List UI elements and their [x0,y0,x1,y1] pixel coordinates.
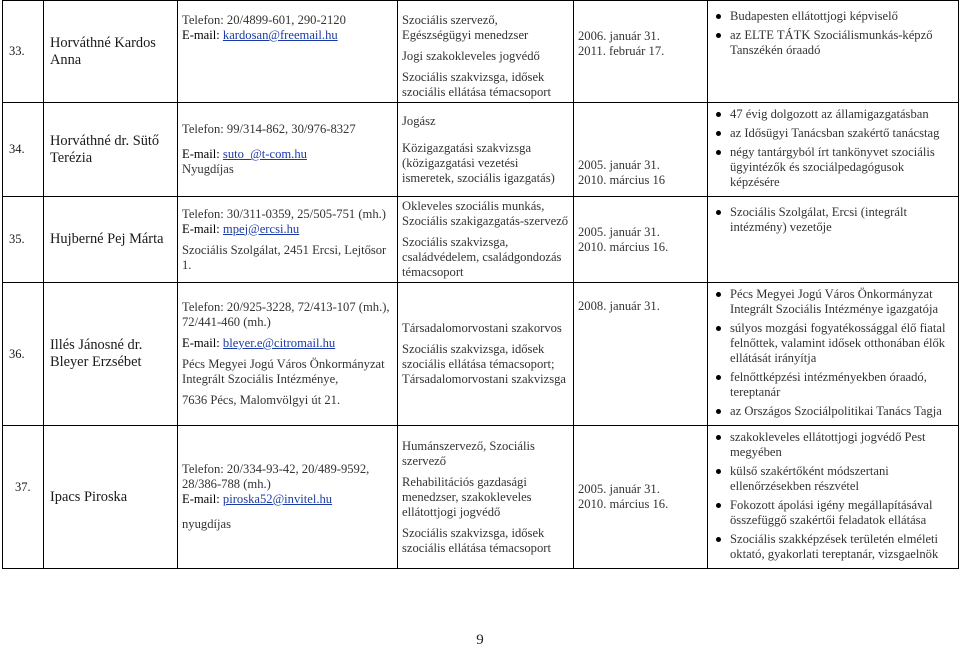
person-name: Ipacs Piroska [44,426,178,569]
list-item: Szociális szakképzések területén elméleti oktató, gyakorlati tereptanár, vizsgaelnök [712,532,954,562]
person-name: Illés Jánosné dr. Bleyer Erzsébet [44,283,178,426]
roles-cell [708,103,959,197]
dates-cell [574,103,708,197]
list-item: Pécs Megyei Jogú Város Önkormányzat Integrált Szociális Intézménye igazgatója [712,287,954,317]
qualification-cell [398,103,574,197]
email-line: E-mail: suto_@t-com.hu [182,147,307,161]
roles-cell [708,283,959,426]
list-item: négy tantárgyból írt tankönyvet szociális ügyintézők és szociálpedagógusok képzésére [712,145,954,190]
date: 2006. január 31. [578,29,660,43]
date: 2010. március 16. [578,239,669,254]
date: 2005. január 31. [578,482,660,496]
email-line: E-mail: mpej@ercsi.hu [182,221,300,236]
date: 2011. február 17. [578,44,665,58]
list-item: szakokleveles ellátottjogi jogvédő Pest megyében [712,430,954,460]
dates-cell [574,283,708,426]
roles-cell [708,197,959,283]
list-item: Fokozott ápolási igény megállapításával összefüggő szakértői feladatok ellátása [712,498,954,528]
contact-cell [178,283,398,426]
contact-cell [178,197,398,283]
qualification: Okleveles szociális munkás, Szociális szakigazgatás-szervező [402,199,569,228]
table-row [3,103,959,197]
qualification-cell [398,426,574,569]
qualification-cell [398,197,574,283]
list-item: Budapesten ellátottjogi képviselő [712,9,954,24]
email-line: E-mail: piroska52@invitel.hu [182,492,333,506]
contact-cell [178,426,398,569]
qualification: Rehabilitációs gazdasági menedzser, szakokleveles ellátottjogi jogvédő [402,474,532,519]
email-link[interactable]: mpej@ercsi.hu [222,221,300,236]
qualification: Szociális szakvizsga, családvédelem, családgondozás témacsoport [402,235,562,279]
qualification: Humánszervező, Szociális szervező [402,438,535,468]
roles-cell [708,426,959,569]
row-number: 36. [3,283,44,426]
table-row [3,283,959,426]
qualification: Szociális szakvizsga, idősek szociális ellátása témacsoport [402,70,551,99]
qualification-cell [398,1,574,103]
list-item: Szociális Szolgálat, Ercsi (integrált intézmény) vezetője [712,205,954,235]
status: Nyugdíjas [182,162,234,176]
person-name: Horváthné dr. Sütő Terézia [44,103,178,197]
email-link[interactable]: kardosan@freemail.hu [222,28,338,42]
qualification: Társadalomorvostani szakorvos [402,321,562,335]
email-line: E-mail: bleyer.e@citromail.hu [182,336,336,350]
list-item: az Idősügyi Tanácsban szakértő tanácstag [712,126,954,141]
contact-cell [178,1,398,103]
list-item: az Országos Szociálpolitikai Tanács Tagja [712,404,954,419]
qualification: Szociális szervező, Egészségügyi menedzser [402,13,529,42]
list-item: felnőttképzési intézményekben óraadó, tereptanár [712,370,954,400]
email-line: E-mail: kardosan@freemail.hu [182,28,338,42]
table-row [3,426,959,569]
phone: Telefon: 99/314-862, 30/976-8327 [182,122,356,136]
date: 2010. március 16. [578,497,669,511]
row-number: 37. [3,426,44,569]
phone: Telefon: 20/4899-601, 290-2120 [182,13,346,27]
contact-cell [178,103,398,197]
email-link[interactable]: piroska52@invitel.hu [222,492,333,506]
email-link[interactable]: bleyer.e@citromail.hu [222,336,336,350]
phone: Telefon: 20/334-93-42, 20/489-9592, 28/386-788 (mh.) [182,462,370,491]
row-number: 35. [3,197,44,283]
date: 2005. január 31. [578,158,660,172]
qualification: Jogász [402,113,436,128]
table-row [3,1,959,103]
table-row [3,197,959,283]
row-number: 34. [3,103,44,197]
status: nyugdíjas [182,517,231,531]
roles-cell [708,1,959,103]
page-number: 9 [476,632,484,648]
dates-cell [574,426,708,569]
date: 2010. március 16 [578,173,666,187]
dates-cell [574,1,708,103]
list-item: 47 évig dolgozott az államigazgatásban [712,107,954,122]
qualification: Jogi szakokleveles jogvédő [402,49,540,63]
person-name: Hujberné Pej Márta [44,197,178,283]
qualification: Szociális szakvizsga, idősek szociális ellátása témacsoport; Társadalomorvostani szakvizsga [402,342,567,386]
date: 2008. január 31. [578,299,660,313]
phone: Telefon: 30/311-0359, 25/505-751 (mh.) [182,206,386,221]
email-link[interactable]: suto_@t-com.hu [222,147,307,161]
row-number: 33. [3,1,44,103]
address: 7636 Pécs, Malomvölgyi út 21. [182,393,341,407]
date: 2005. január 31. [578,224,660,239]
list-item: súlyos mozgási fogyatékossággal élő fiatal felnőttek, valamint idősek otthonában élők ellátását irányítja [712,321,954,366]
qualification: Közigazgatási szakvizsga (közigazgatási vezetési ismeretek, szociális igazgatás) [402,140,555,185]
dates-cell [574,197,708,283]
list-item: külső szakértőként módszertani ellenőrzésekben részvétel [712,464,954,494]
address: Szociális Szolgálat, 2451 Ercsi, Lejtősor 1. [182,242,387,272]
address: Pécs Megyei Jogú Város Önkormányzat Integrált Szociális Intézménye, [182,357,385,386]
phone: Telefon: 20/925-3228, 72/413-107 (mh.), 72/441-460 (mh.) [182,300,390,329]
qualification: Szociális szakvizsga, idősek szociális ellátása témacsoport [402,525,551,555]
person-name: Horváthné Kardos Anna [44,1,178,103]
experts-table [2,0,959,569]
qualification-cell [398,283,574,426]
list-item: az ELTE TÁTK Szociálismunkás-képző Tanszékén óraadó [712,28,954,58]
